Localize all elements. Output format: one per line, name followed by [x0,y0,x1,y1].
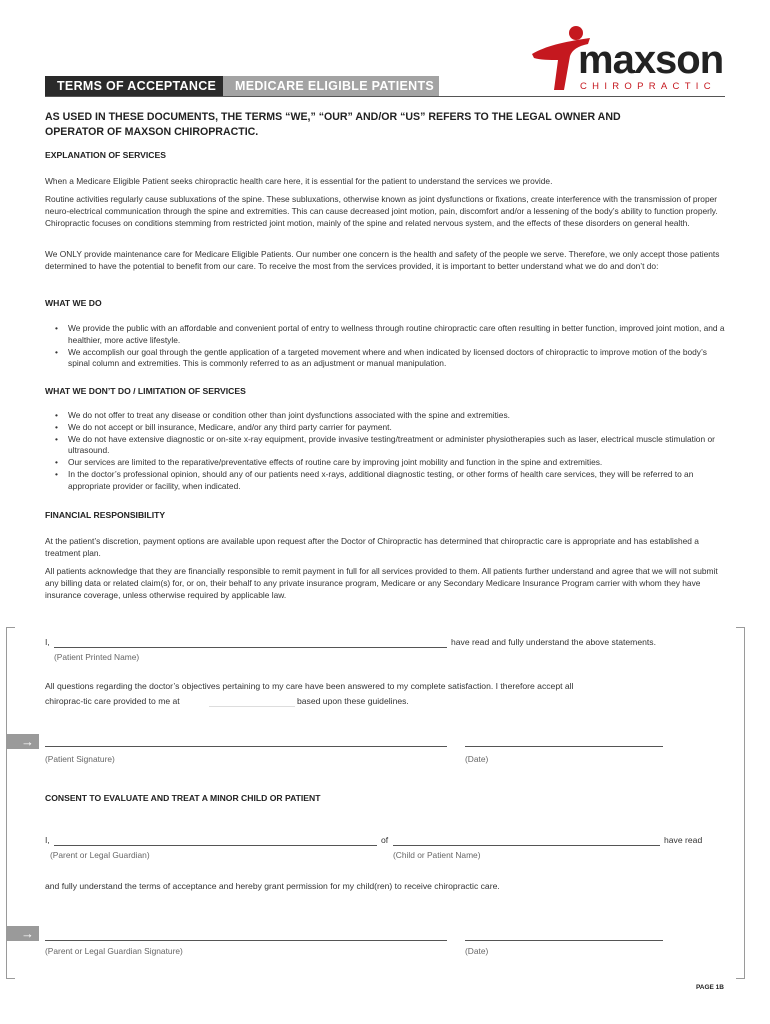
what-we-do-list [50,323,725,370]
child-name-field[interactable] [393,845,660,846]
tab-terms-of-acceptance: TERMS OF ACCEPTANCE [45,76,223,97]
page-number: PAGE 1B [695,984,724,991]
list-item: • We provide the public with an affordable and convenient portal of entry to wellness through routine chiropractic care often resulting in better function, improved joint motion, and a healthier, more active lifestyle. [50,323,725,347]
clinic-name-field[interactable] [209,706,295,707]
explanation-paragraph: We ONLY provide maintenance care for Medicare Eligible Patients. Our number one concern is the health and safety of the people we serve. Therefore, we only accept those patients determined to have the potential to benefit from our care. To receive the most from the services provided, it is important to better understand what we do and don’t do: [45,249,720,272]
arrow-sign-here-icon: → [7,734,39,749]
list-item: • We do not accept or bill insurance, Medicare, and/or any third party carrier for payment. [50,422,725,434]
guardian-date-field[interactable] [465,940,663,941]
guardian-name-field[interactable] [54,845,377,846]
brand-name: maxson [578,38,724,82]
patient-signature-field[interactable] [45,746,447,747]
arrow-sign-here-icon: → [7,926,39,941]
guardian-signature-label: (Parent or Legal Guardian Signature) [45,946,183,956]
what-we-do-heading: WHAT WE DO [45,298,102,308]
what-we-dont-heading: WHAT WE DON’T DO / LIMITATION OF SERVICES [45,386,246,396]
explanation-heading: EXPLANATION OF SERVICES [45,150,166,160]
acknowledgement-statement: based upon these guidelines. [297,696,409,706]
financial-paragraph: All patients acknowledge that they are financially responsible to remit payment in full for all services provided to them. All patients further understand and agree that we will not submit any billing data or related claim(s) for, or on, their behalf to any private insurance program, Medicare or any Secondary Medicare Insurance Program carrier with whom they have insurance coverage, unless otherwise required by applicable law. [45,566,718,601]
guardian-signature-field[interactable] [45,940,447,941]
financial-heading: FINANCIAL RESPONSIBILITY [45,510,166,520]
form-bracket-right [736,627,745,979]
list-item: • We do not offer to treat any disease or condition other than joint dysfunctions associated with the spine and extremities. [50,410,725,422]
header-divider [45,96,725,97]
list-item: • We accomplish our goal through the gentle application of a targeted movement where and when indicated by licensed doctors of chiropractic to improve motion of the body’s spinal column and extremities. This is commonly referred to as an adjustment or manual manipulation. [50,347,725,371]
consent-statement: and fully understand the terms of acceptance and hereby grant permission for my child(ren) to receive chiropractic care. [45,881,500,891]
consent-heading: CONSENT TO EVALUATE AND TREAT A MINOR CHILD OR PATIENT [45,793,321,803]
patient-date-label: (Date) [465,754,489,764]
brand-subtitle: CHIROPRACTIC [580,81,716,92]
of-label: of [381,835,389,845]
acknowledgement-statement: chiroprac-tic care provided to me at [45,696,180,706]
explanation-paragraph: Routine activities regularly cause subluxations of the spine. These subluxations, otherwise known as joint dysfunctions or fixations, create interference with the transmission of proper neuro-electrical communication through the spine and extremities. This can cause decreased joint motion, pain, discomfort and/or a lessening of the body’s ability to function properly. Chiropractic focuses on conditions stemming from restricted joint motion, mainly of the spine and related nervous system, and the effects of these disorders on general health. [45,194,718,229]
child-name-label: (Child or Patient Name) [393,850,481,860]
tab-medicare-eligible-patients: MEDICARE ELIGIBLE PATIENTS [223,76,439,97]
patient-printed-name-field[interactable] [54,647,447,648]
have-read-label: have read [664,835,703,845]
list-item: • We do not have extensive diagnostic or on-site x-ray equipment, provide invasive testing/treatment or administer physiotherapies such as laser, electrical muscle stimulation or ultrasound. [50,434,725,458]
patient-date-field[interactable] [465,746,663,747]
list-item: • In the doctor’s professional opinion, should any of our patients need x-rays, additional diagnostic testing, or other forms of health care services, they will be referred to an appropriate provider or facility, when indicated. [50,469,725,493]
guardian-name-label: (Parent or Legal Guardian) [50,850,150,860]
financial-paragraph: At the patient’s discretion, payment options are available upon request after the Doctor of Chiropractic has determined that chiropractic care is appropriate and has established a treatment plan. [45,536,699,559]
i-prefix: I, [45,835,50,845]
explanation-paragraph: When a Medicare Eligible Patient seeks chiropractic health care here, it is essential for the patient to understand the services we provide. [45,176,553,186]
guardian-date-label: (Date) [465,946,489,956]
intro-statement: AS USED IN THESE DOCUMENTS, THE TERMS “WE,” “OUR” AND/OR “US” REFERS TO THE LEGAL OWNER AND OPERATOR OF MAXSON CHIROPRACTIC. [45,111,621,138]
acknowledgement-text: have read and fully understand the above statements. [451,637,656,647]
i-prefix: I, [45,637,50,647]
list-item: • Our services are limited to the reparative/preventative effects of routine care by improving joint mobility and function in the spine and extremities. [50,457,725,469]
acknowledgement-statement: All questions regarding the doctor’s objectives pertaining to my care have been answered to my complete satisfaction. I therefore accept all [45,681,574,691]
patient-signature-label: (Patient Signature) [45,754,115,764]
patient-printed-name-label: (Patient Printed Name) [54,652,140,662]
what-we-dont-list [50,410,725,493]
